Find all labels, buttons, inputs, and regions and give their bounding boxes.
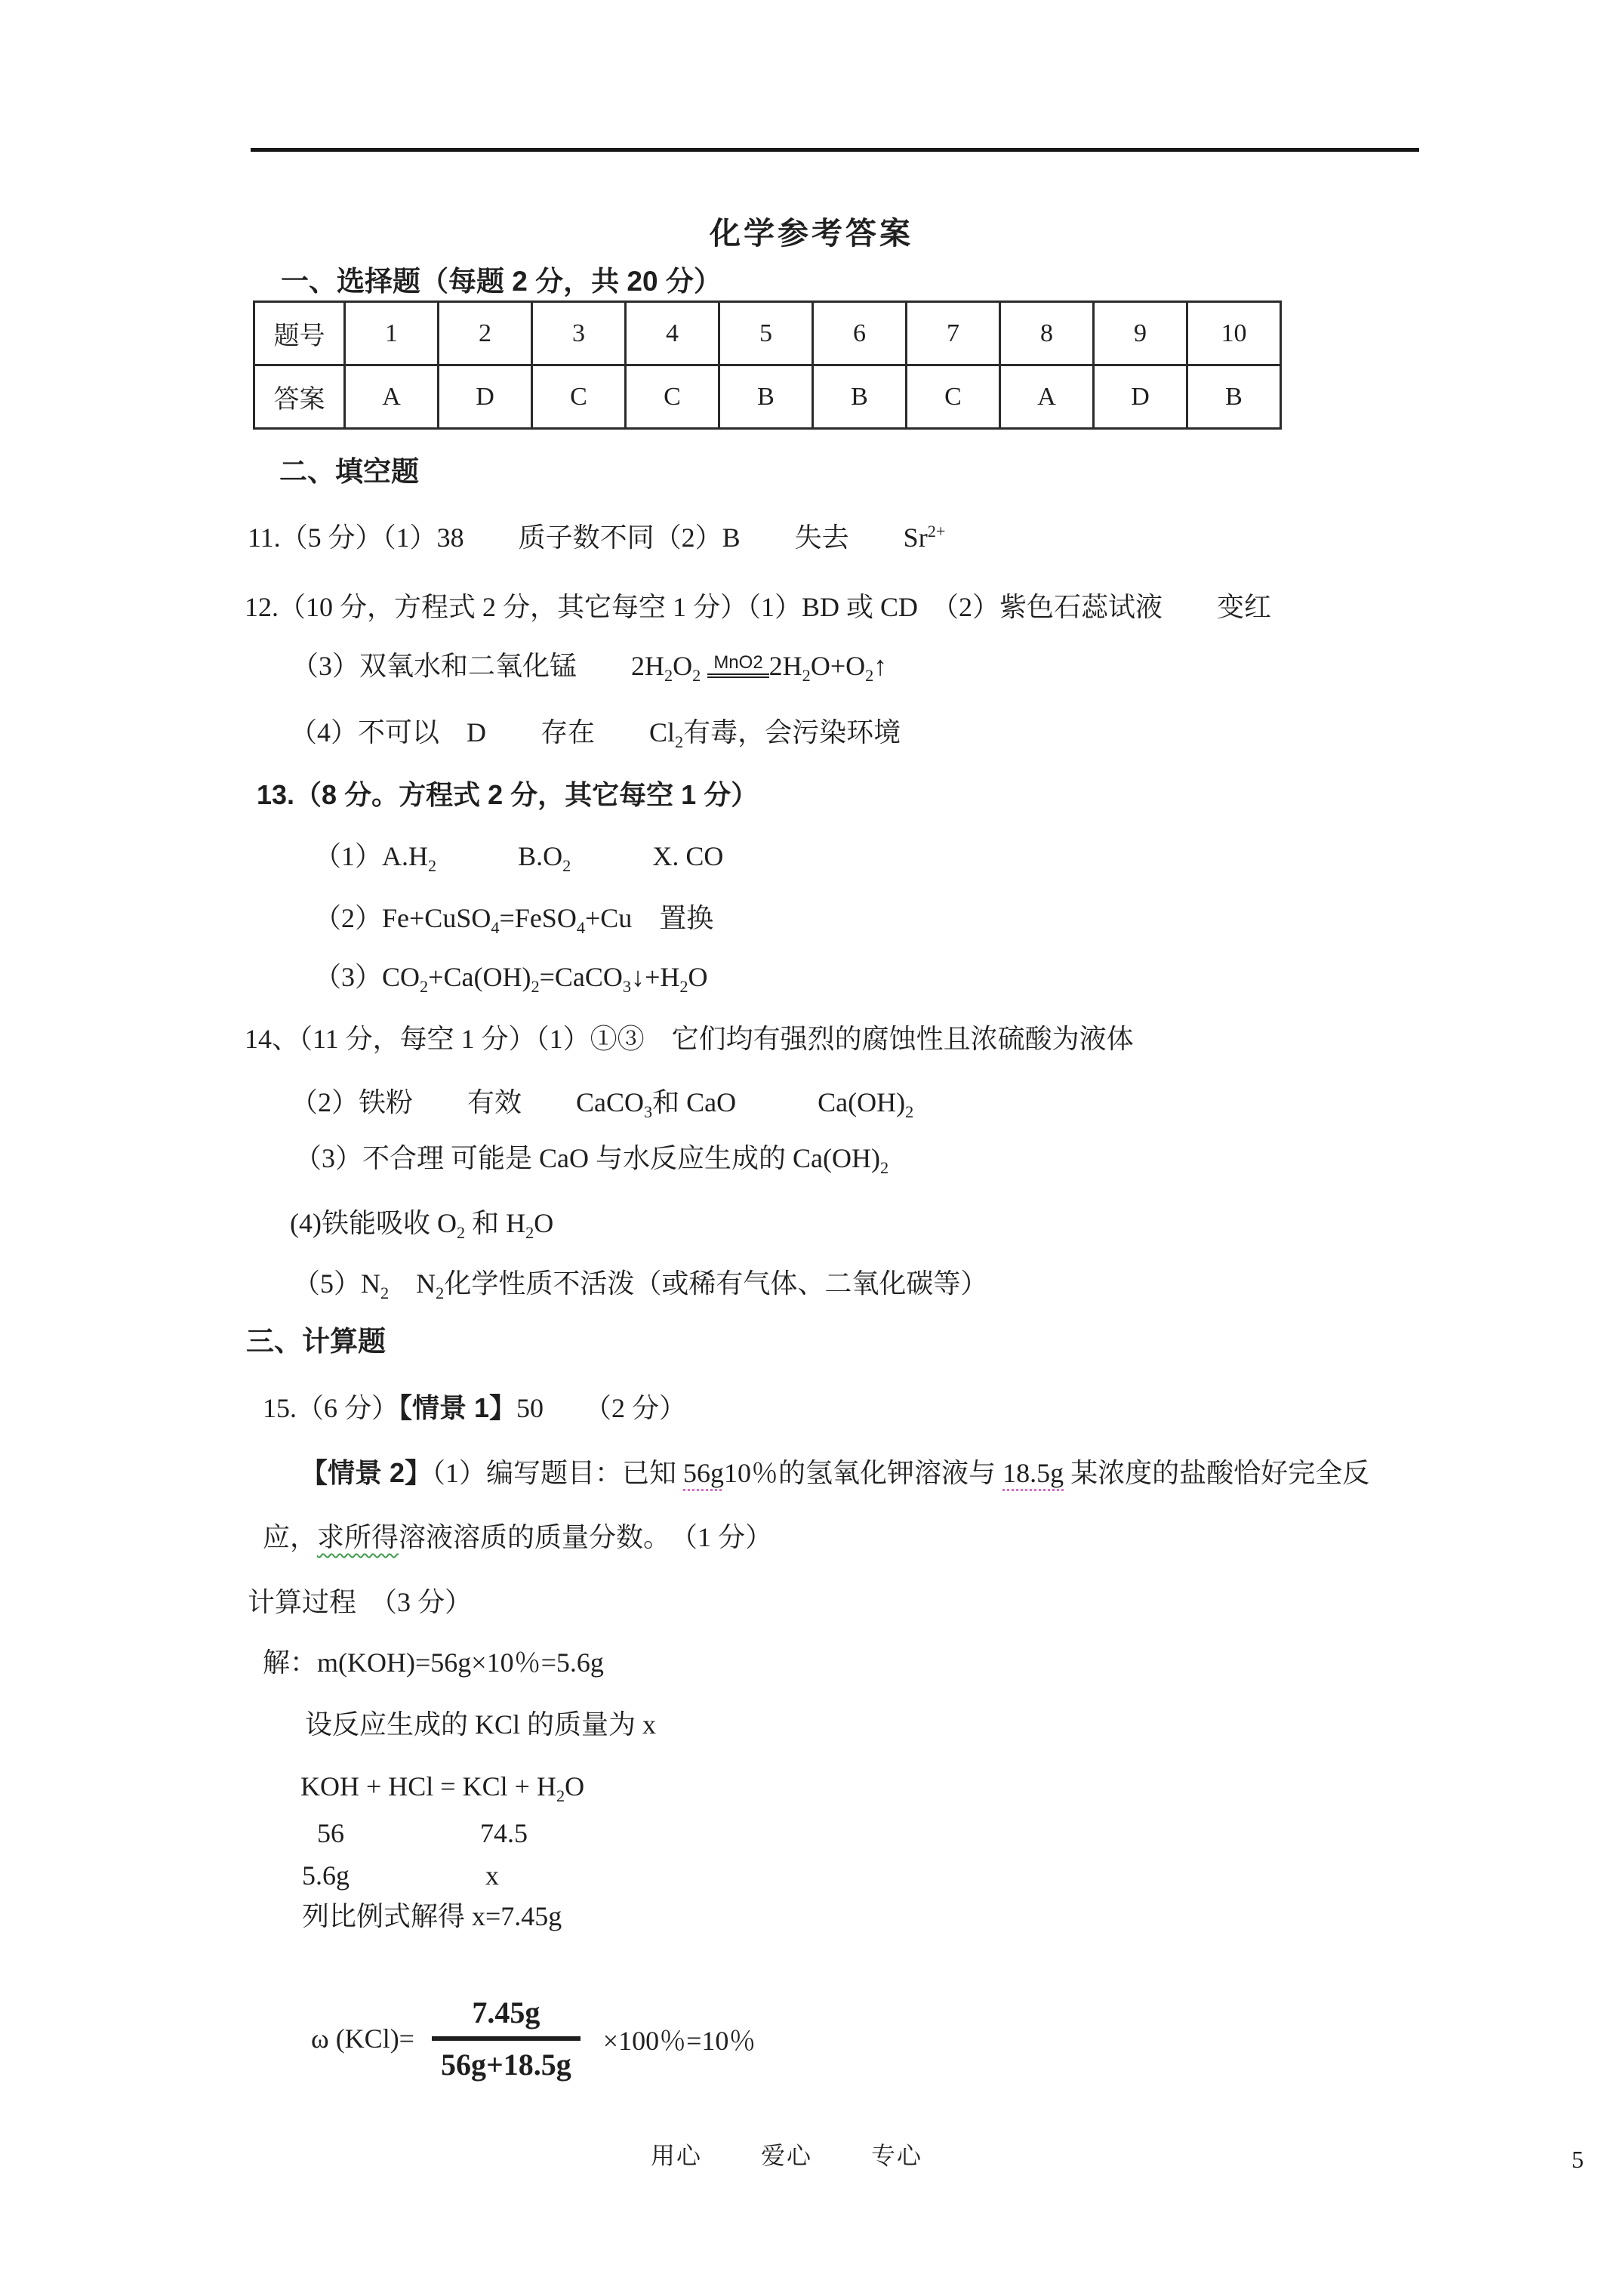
answer-line-12: 12.（10 分，方程式 2 分，其它每空 1 分）（1）BD 或 CD （2）紫色石蕊试液 变红: [245, 592, 1272, 622]
scene2-line-1: 【情景 2】（1）编写题目：已知 56g10％的氢氧化钾溶液与 18.5g 某浓度的盐酸恰好完全反: [300, 1457, 1370, 1488]
top-rule: [251, 148, 1419, 152]
section-choice-heading: 一、选择题（每题 2 分，共 20 分）: [281, 266, 722, 297]
answer-line-14-2: （2）铁粉 有效 CaCO$_3$和 CaO $Ca(OH)_2$: [291, 1087, 914, 1122]
reaction-equation: KOH + HCl = KCl + $H_2O$: [300, 1771, 585, 1806]
assume-line: 设反应生成的 KCl 的质量为 x: [305, 1709, 657, 1740]
table-cell: B: [813, 365, 907, 429]
table-cell: 3: [532, 302, 626, 365]
qnum-label-cell: 题号: [254, 302, 345, 365]
table-cell: 4: [626, 302, 719, 365]
answer-line-13-1: $(1)A.H_2$ $B.O_2$ X. CO: [314, 841, 724, 876]
mass-fraction-formula: [311, 1995, 756, 2082]
table-cell: D: [439, 365, 532, 429]
table-cell: D: [1094, 365, 1187, 429]
calc-process-heading: 计算过程 （3 分）: [248, 1587, 473, 1617]
answer-line-11: 11.（5 分）（1）38 质子数不同（2）B 失去 $Sr^{2+}$: [248, 522, 946, 553]
fraction-denominator: 56g+18.5g: [432, 2036, 581, 2082]
table-cell: 1: [345, 302, 439, 365]
doc-title: 化学参考答案: [710, 216, 913, 251]
section-fill-heading: 二、填空题: [279, 456, 419, 487]
answer-table: [253, 300, 1282, 430]
footer-motto: 用心 爱心 专心: [651, 2142, 923, 2169]
table-cell: B: [719, 365, 813, 429]
formula-suffix: ×100％=10％: [602, 2025, 756, 2056]
table-cell: 6: [813, 302, 907, 365]
ratio-solve-line: 列比例式解得 x=7.45g: [302, 1901, 562, 1931]
table-cell: A: [345, 365, 439, 429]
answer-line-13: 13.（8 分。方程式 2 分，其它每空 1 分）: [257, 779, 759, 810]
answer-line-12-3: （3）双氧水和二氧化锰 $2H_2O_2$ $^{MnO2}$ $2H_2O+O_2↑$: [291, 651, 888, 686]
scene2-line-2: 应，求所得溶液溶质的质量分数。 （1 分）: [263, 1522, 773, 1552]
ratio-row-mass: 5.6g x: [302, 1860, 500, 1891]
table-row-answers: [254, 365, 1281, 429]
answer-line-14-3: （3）不合理 可能是 CaO 与水反应生成的 $Ca(OH)_2$: [294, 1143, 889, 1178]
table-cell: 9: [1094, 302, 1187, 365]
fraction-numerator: 7.45g: [472, 1996, 540, 2029]
table-cell: C: [626, 365, 719, 429]
table-cell: 7: [907, 302, 1000, 365]
answer-line-14: 14、（11 分，每空 1 分）（1）①③ 它们均有强烈的腐蚀性且浓硫酸为液体: [245, 1024, 1134, 1054]
table-cell: 8: [1000, 302, 1094, 365]
answer-label-cell: 答案: [254, 365, 345, 429]
answer-line-13-2: （2）Fe+CuSO$_4$=FeSO$_4$+Cu 置换: [314, 903, 714, 938]
answer-line-14-4: (4)铁能吸收 $O_2$ 和 $H_2O$: [290, 1208, 554, 1243]
table-cell: C: [907, 365, 1000, 429]
answer-line-15: 15.（6 分）【情景 1】50 （2 分）: [263, 1392, 687, 1423]
table-cell: A: [1000, 365, 1094, 429]
solve-line: 解：m(KOH)=56g×10％=5.6g: [263, 1647, 604, 1678]
section-calc-heading: 三、计算题: [246, 1326, 386, 1357]
ratio-row-molar: 56 74.5: [317, 1818, 528, 1848]
answer-line-14-5: $(5)N_2$ $N_2$化学性质不活泼（或稀有气体、二氧化碳等）: [293, 1268, 988, 1303]
answer-line-13-3: $(3)CO_2+Ca(OH)_2=CaCO_3↓+H_2O$: [314, 962, 708, 997]
formula-prefix: ω (KCl)=: [311, 2023, 421, 2054]
table-cell: C: [532, 365, 626, 429]
table-cell: 10: [1187, 302, 1281, 365]
table-cell: 2: [439, 302, 532, 365]
table-cell: 5: [719, 302, 813, 365]
table-row-numbers: [254, 302, 1281, 365]
answer-line-12-4: （4）不可以 D 存在 $Cl_2$有毒，会污染环境: [290, 717, 901, 752]
page-number: 5: [1572, 2146, 1584, 2173]
table-cell: B: [1187, 365, 1281, 429]
fraction: [432, 1995, 581, 2082]
